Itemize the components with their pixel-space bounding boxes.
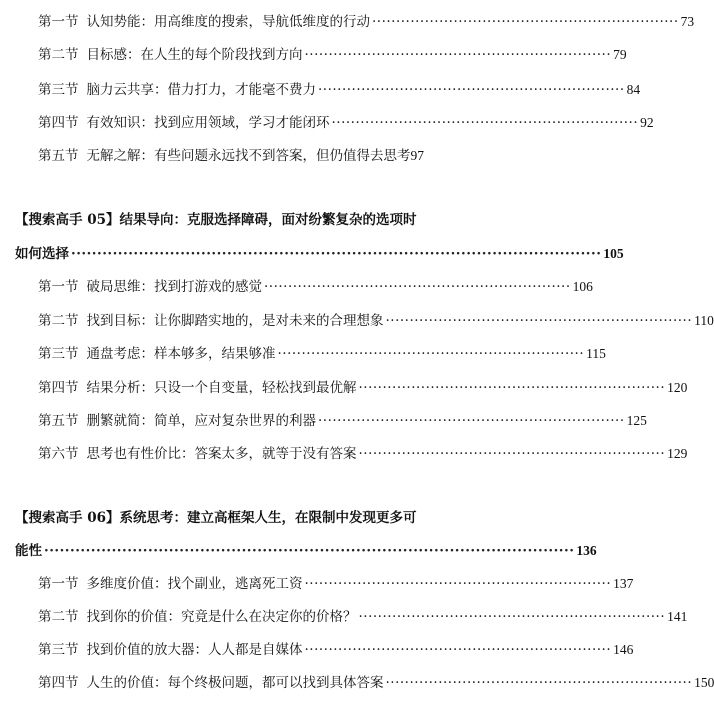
toc-page-number: 125 (626, 413, 647, 428)
toc-leader-dots: ······································································································ (44, 543, 575, 559)
toc-page-number: 84 (626, 82, 641, 97)
toc-entry-title: 找到目标：让你脚踏实地的，是对未来的合理想象 (86, 313, 384, 329)
chapter-page-number: 105 (603, 246, 624, 261)
toc-entry-title: 删繁就简：简单，应对复杂世界的利器 (86, 413, 316, 429)
toc-entry[interactable] (38, 12, 695, 32)
toc-entry-label (38, 411, 316, 431)
toc-entry-title: 通盘考虑：样本够多，结果够准 (86, 346, 276, 362)
toc-entry-label (38, 80, 316, 100)
toc-leader-dots: ································································ (358, 380, 666, 396)
toc-leader-dots: ································································ (304, 576, 612, 592)
toc-entry-label (38, 574, 303, 594)
toc-page-number: 141 (667, 609, 688, 624)
toc-page-number: 150 (694, 675, 714, 690)
toc-section-number: 第四节 (38, 675, 79, 691)
toc-leader-dots: ································································ (331, 115, 639, 131)
toc-entry-label (38, 640, 303, 660)
toc-entry-label (38, 311, 384, 331)
toc-entry[interactable] (38, 146, 454, 166)
toc-entry[interactable] (38, 113, 654, 133)
toc-entry[interactable] (38, 80, 641, 100)
toc-entry[interactable] (38, 640, 634, 660)
toc-entry-label (38, 12, 370, 32)
toc-entry[interactable] (38, 607, 688, 627)
toc-page-number: 120 (667, 380, 688, 395)
toc-section-number: 第三节 (38, 642, 79, 658)
toc-entry-label (38, 113, 330, 133)
toc-entry-title: 脑力云共享：借力打力，才能毫不费力 (86, 82, 316, 98)
toc-leader-dots: ································································ (318, 413, 625, 429)
toc-leader-dots: ································································ (318, 82, 625, 98)
toc-section-number: 第四节 (38, 380, 79, 396)
toc-entry-label (38, 146, 411, 166)
toc-leader-dots: ································································ (358, 609, 666, 625)
chapter-heading-tail[interactable] (15, 541, 597, 561)
toc-entry[interactable] (38, 277, 593, 297)
toc-entry-label (38, 277, 262, 297)
chapter-page-number: 136 (576, 543, 597, 558)
chapter-heading-continuation: 能性 (15, 543, 42, 559)
toc-page-number: 73 (680, 14, 695, 29)
toc-page-number: 92 (640, 115, 654, 130)
toc-entry-label (38, 607, 357, 627)
chapter-heading-tail[interactable] (15, 244, 624, 264)
toc-section-number: 第一节 (38, 576, 79, 592)
toc-section-number: 第三节 (38, 346, 79, 362)
toc-section-number: 第一节 (38, 279, 79, 295)
toc-leader-dots: ······································································································ (71, 246, 602, 262)
toc-entry-title: 目标感：在人生的每个阶段找到方向 (86, 47, 303, 63)
toc-leader-dots: ································································ (358, 446, 666, 462)
toc-page-number: 115 (586, 346, 606, 361)
toc-section-number: 第五节 (38, 413, 79, 429)
toc-entry-title: 找到你的价值：究竟是什么在决定你的价格？ (86, 609, 357, 625)
toc-section-number: 第六节 (38, 446, 79, 462)
toc-entry-title: 思考也有性价比：答案太多，就等于没有答案 (86, 446, 357, 462)
toc-entry-title: 找到价值的放大器：人人都是自媒体 (86, 642, 303, 658)
toc-entry[interactable] (38, 378, 688, 398)
toc-section-number: 第四节 (38, 115, 79, 131)
toc-entry-title: 无解之解：有些问题永远找不到答案，但仍值得去思考 (86, 148, 411, 164)
toc-section-number: 第三节 (38, 82, 79, 98)
toc-page-number: 97 (410, 148, 424, 163)
toc-entry-title: 破局思维：找到打游戏的感觉 (86, 279, 262, 295)
toc-entry[interactable] (38, 311, 714, 331)
toc-entry-title: 有效知识：找到应用领域，学习才能闭环 (86, 115, 330, 131)
toc-entry[interactable] (38, 411, 647, 431)
toc-section-number: 第五节 (38, 148, 79, 164)
toc-entry-title: 认知势能：用高维度的搜索，导航低维度的行动 (86, 14, 370, 30)
toc-page-number: 146 (613, 642, 634, 657)
toc-section-number: 第二节 (38, 313, 79, 329)
toc-leader-dots: ································································ (304, 47, 612, 63)
toc-entry[interactable] (38, 344, 606, 364)
toc-entry-label (38, 378, 357, 398)
toc-page-number: 137 (613, 576, 634, 591)
toc-entry[interactable] (38, 574, 634, 594)
toc-leader-dots: ································································ (264, 279, 571, 295)
toc-entry-label (38, 444, 357, 464)
toc-leader-dots: ································································ (277, 346, 585, 362)
chapter-heading[interactable]: 【搜索高手 06】系统思考：建立高框架人生，在限制中发现更多可 (15, 510, 417, 526)
toc-entry-title: 人生的价值：每个终极问题，都可以找到具体答案 (86, 675, 384, 691)
toc-leader-dots: ································································ (385, 675, 693, 691)
toc-entry-label (38, 344, 276, 364)
toc-entry-title: 结果分析：只设一个自变量，轻松找到最优解 (86, 380, 357, 396)
toc-section-number: 第一节 (38, 14, 79, 30)
toc-entry-title: 多维度价值：找个副业，逃离死工资 (86, 576, 303, 592)
chapter-heading-continuation: 如何选择 (15, 246, 69, 262)
toc-page-number: 129 (667, 446, 688, 461)
toc-leader-dots: ································································ (385, 313, 693, 329)
toc-entry[interactable] (38, 444, 688, 464)
toc-leader-dots: ································································ (372, 14, 679, 30)
toc-entry-label (38, 673, 384, 693)
toc-page-number: 106 (572, 279, 593, 294)
toc-page-number: 79 (613, 47, 627, 62)
toc-entry-label (38, 45, 303, 65)
toc-entry[interactable] (38, 45, 627, 65)
toc-section-number: 第二节 (38, 609, 79, 625)
toc-page-number: 110 (694, 313, 714, 328)
toc-entry[interactable] (38, 673, 714, 693)
chapter-heading[interactable]: 【搜索高手 05】结果导向：克服选择障碍，面对纷繁复杂的选项时 (15, 212, 417, 228)
toc-leader-dots: ································································ (304, 642, 612, 658)
toc-section-number: 第二节 (38, 47, 79, 63)
